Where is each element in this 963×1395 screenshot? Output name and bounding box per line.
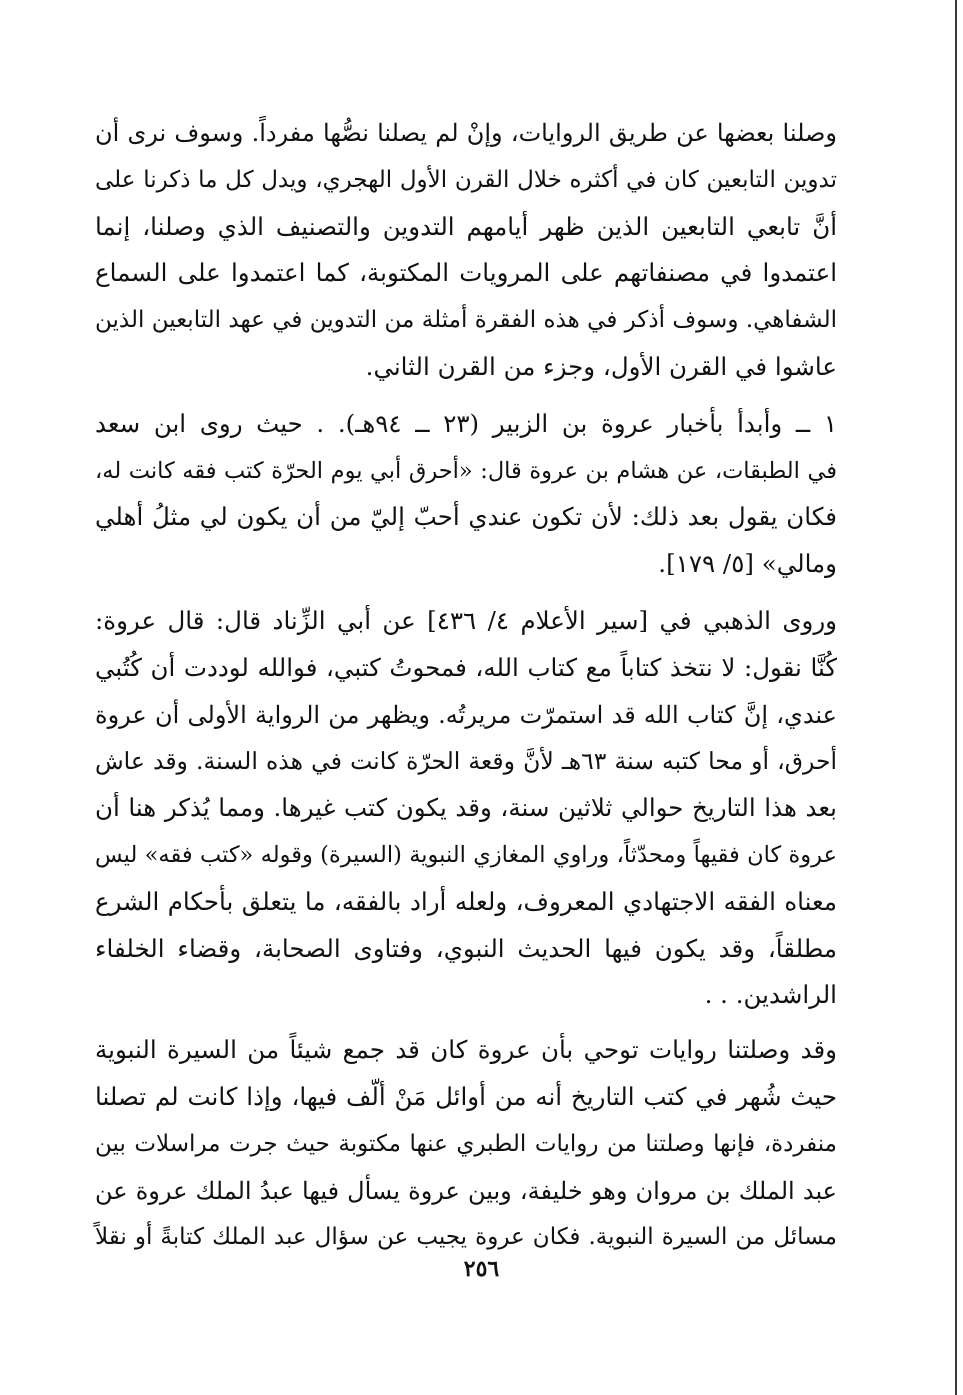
text-line: وروى الذهبي في [سير الأعلام ٤/ ٤٣٦] عن أبي الزِّناد قال: قال عروة: (95, 605, 838, 635)
page-edge-line (955, 0, 957, 1395)
paragraph-urwa-books (95, 401, 837, 588)
paragraph-gap (95, 391, 837, 401)
paragraph-gap (95, 588, 837, 598)
text-line: عبد الملك بن مروان وهو خليفة، وبين عروة يسأل فيها عبدُ الملك عروة عن (95, 1176, 837, 1205)
text-line: كُنَّا نقول: لا نتخذ كتاباً مع كتاب الله، فمحوتُ كتبي، فوالله لوددت أن كُتُبي (95, 652, 837, 682)
text-line: عروة كان فقيهاً ومحدّثاً، وراوي المغازي النبوية (السيرة) وقوله «كتب فقه» ليس (95, 841, 837, 868)
text-line: ومالي» [٥/ ١٧٩]. (658, 549, 837, 579)
text-line: الشفاهي. وسوف أذكر في هذه الفقرة أمثلة من التدوين في عهد التابعين الذين (95, 307, 837, 334)
text-line: منفردة، فإنها وصلتنا من روايات الطبري عنها مكتوبة حيث جرت مراسلات بين (95, 1130, 837, 1157)
page-number: ٢٥٦ (463, 1256, 500, 1282)
text-line: مسائل من السيرة النبوية. فكان عروة يجيب عن سؤال عبد الملك كتابةً أو نقلاً (95, 1224, 837, 1251)
text-line: الراشدين. . . (704, 980, 837, 1010)
text-line: أحرق، أو محا كتبه سنة ٦٣هـ لأنَّ وقعة الحرّة كانت في هذه السنة. وقد عاش (95, 747, 837, 776)
text-line: تدوين التابعين كان في أكثره خلال القرن الأول الهجري، ويدل كل ما ذكرنا على (95, 166, 837, 193)
text-line: اعتمدوا في مصنفاتهم على المرويات المكتوبة، كما اعتمدوا على السماع (95, 258, 837, 288)
text-line: عاشوا في القرن الأول، وجزء من القرن الثاني. (365, 351, 837, 381)
text-line: وقد وصلتنا روايات توحي بأن عروة كان قد جمع شيئاً من السيرة النبوية (95, 1035, 837, 1065)
text-line: مطلقاً، وقد يكون فيها الحديث النبوي، وفتاوى الصحابة، وقضاء الخلفاء (95, 933, 837, 963)
text-line: ١ ــ وأبدأ بأخبار عروة بن الزبير (٢٣ ــ ٩٤هـ). . حيث روى ابن سعد (95, 408, 838, 438)
paragraph-gap (95, 1019, 837, 1027)
text-line: عندي، إنَّ كتاب الله قد استمرّت مريرتُه. ويظهر من الرواية الأولى أن عروة (95, 700, 837, 729)
body-text (95, 110, 837, 1261)
text-line: فكان يقول بعد ذلك: لأن تكون عندي أحبّ إليّ من أن يكون لي مثلُ أهلي (95, 502, 837, 532)
text-line: أنَّ تابعي التابعين الذين ظهر أيامهم التدوين والتصنيف الذي وصلنا، إنما (95, 211, 837, 241)
text-line: في الطبقات، عن هشام بن عروة قال: «أحرق أبي يوم الحرّة كتب فقه كانت له، (95, 457, 837, 484)
paragraph-intro (95, 110, 837, 391)
text-line: معناه الفقه الاجتهادي المعروف، ولعله أراد بالفقه، ما يتعلق بأحكام الشرع (95, 886, 837, 916)
text-line: وصلنا بعضها عن طريق الروايات، وإنْ لم يصلنا نصُّها مفرداً. وسوف نرى أن (95, 119, 837, 147)
paragraph-dhahabi (95, 598, 837, 1019)
paragraph-sira (95, 1027, 837, 1261)
text-line: بعد هذا التاريخ حوالي ثلاثين سنة، وقد يكون كتب غيرها. ومما يُذكر هنا أن (95, 793, 837, 823)
text-line: حيث شُهر في كتب التاريخ أنه من أوائل مَنْ ألّف فيها، وإذا كانت لم تصلنا (95, 1081, 837, 1111)
